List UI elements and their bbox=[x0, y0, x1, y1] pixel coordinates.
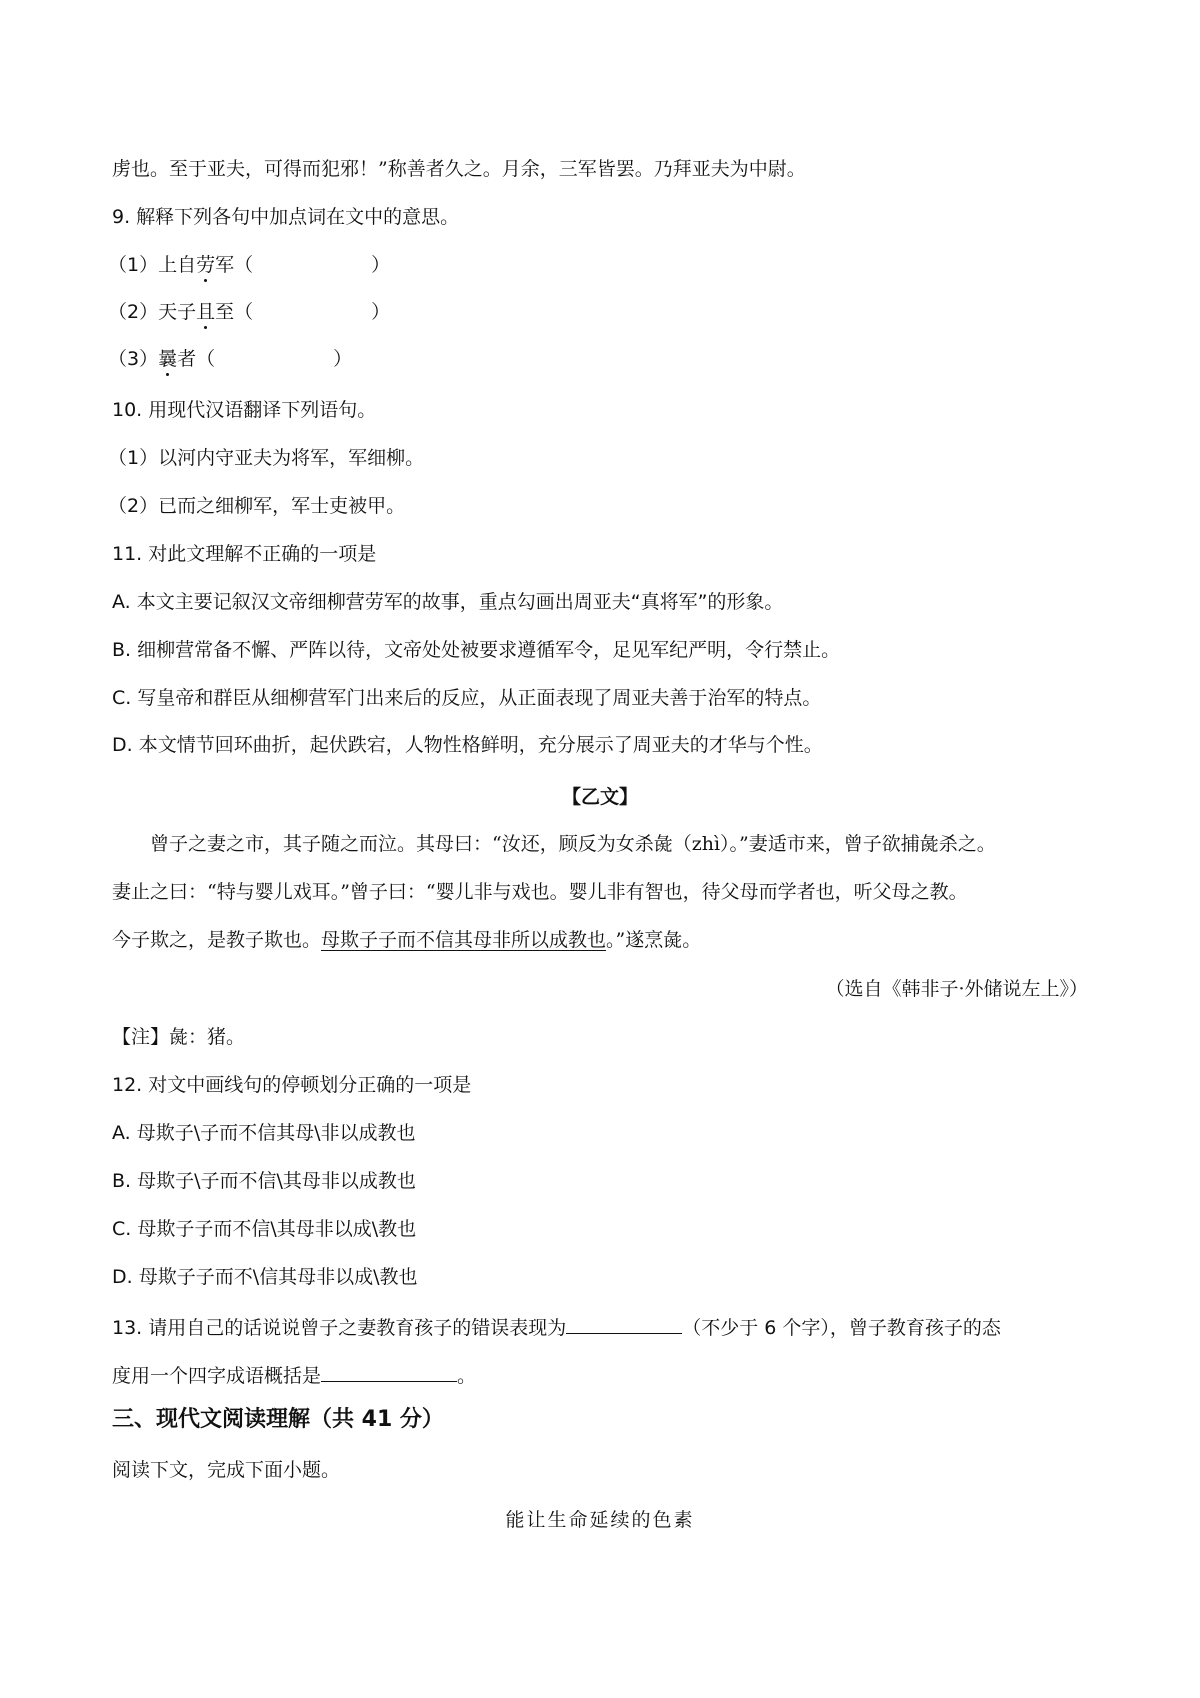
question-9-item-1: （1）上自劳军（ ） bbox=[108, 254, 391, 276]
question-12-option-d: D. 母欺子子而不\信其母非以成\教也 bbox=[112, 1266, 418, 1288]
question-9-item-3: （3）曩者（ ） bbox=[108, 348, 353, 370]
question-9-stem: 9. 解释下列各句中加点词在文中的意思。 bbox=[112, 206, 460, 228]
passage-yi-paragraph-line-3: 今子欺之，是教子欺也。母欺子子而不信其母非所以成教也。”遂烹彘。 bbox=[112, 929, 702, 951]
question-12-option-a: A. 母欺子\子而不信其母\非以成教也 bbox=[112, 1122, 416, 1144]
question-12-option-c: C. 母欺子子而不信\其母非以成\教也 bbox=[112, 1218, 417, 1240]
passage-yi-title: 【乙文】 bbox=[561, 786, 638, 808]
answer-blank bbox=[566, 1313, 682, 1334]
question-10-stem: 10. 用现代汉语翻译下列语句。 bbox=[112, 399, 377, 421]
section-3-instruction: 阅读下文，完成下面小题。 bbox=[112, 1459, 341, 1481]
question-13-line-2: 度用一个四字成语概括是 。 bbox=[112, 1361, 476, 1388]
question-11-stem: 11. 对此文理解不正确的一项是 bbox=[112, 543, 377, 565]
question-11-option-b: B. 细柳营常备不懈、严阵以待，文帝处处被要求遵循军令，足见军纪严明，令行禁止。 bbox=[112, 639, 841, 661]
passage-jia-tail: 虏也。至于亚夫，可得而犯邪！”称善者久之。月余，三军皆罢。乃拜亚夫为中尉。 bbox=[112, 158, 806, 180]
article-title: 能让生命延续的色素 bbox=[505, 1509, 695, 1531]
passage-yi-note: 【注】彘：猪。 bbox=[112, 1026, 246, 1048]
question-10-item-1: （1）以河内守亚夫为将军，军细柳。 bbox=[108, 447, 425, 469]
question-10-item-2: （2）已而之细柳军，军士吏被甲。 bbox=[108, 495, 406, 517]
question-12-stem: 12. 对文中画线句的停顿划分正确的一项是 bbox=[112, 1074, 472, 1096]
question-12-option-b: B. 母欺子\子而不信\其母非以成教也 bbox=[112, 1170, 416, 1192]
answer-blank bbox=[321, 1361, 457, 1382]
question-9-item-2: （2）天子且至（ ） bbox=[108, 301, 391, 323]
question-11-option-c: C. 写皇帝和群臣从细柳营军门出来后的反应，从正面表现了周亚夫善于治军的特点。 bbox=[112, 687, 822, 709]
emphasis-dot-word: 曩 bbox=[158, 348, 178, 370]
emphasis-dot-word: 劳 bbox=[196, 254, 216, 276]
question-11-option-a: A. 本文主要记叙汉文帝细柳营劳军的故事，重点勾画出周亚夫“真将军”的形象。 bbox=[112, 591, 784, 613]
passage-yi-paragraph-line-1: 曾子之妻之市，其子随之而泣。其母曰：“汝还，顾反为女杀彘（zhì）。”妻适市来，曾子欲捕彘杀之。 bbox=[150, 833, 996, 855]
passage-yi-paragraph-line-2: 妻止之曰：“特与婴儿戏耳。”曾子曰：“婴儿非与戏也。婴儿非有智也，待父母而学者也，听父母之教。 bbox=[112, 881, 968, 903]
passage-yi-source: （选自《韩非子·外储说左上》） bbox=[825, 978, 1088, 1000]
question-13-line-1: 13. 请用自己的话说说曾子之妻教育孩子的错误表现为 （不少于 6 个字），曾子教育孩子的态 bbox=[112, 1313, 1001, 1340]
underlined-sentence: 母欺子子而不信其母非所以成教也 bbox=[321, 929, 607, 951]
emphasis-dot-word: 且 bbox=[196, 301, 216, 323]
question-11-option-d: D. 本文情节回环曲折，起伏跌宕，人物性格鲜明，充分展示了周亚夫的才华与个性。 bbox=[112, 734, 823, 756]
section-3-heading: 三、现代文阅读理解（共 41 分） bbox=[112, 1407, 444, 1432]
